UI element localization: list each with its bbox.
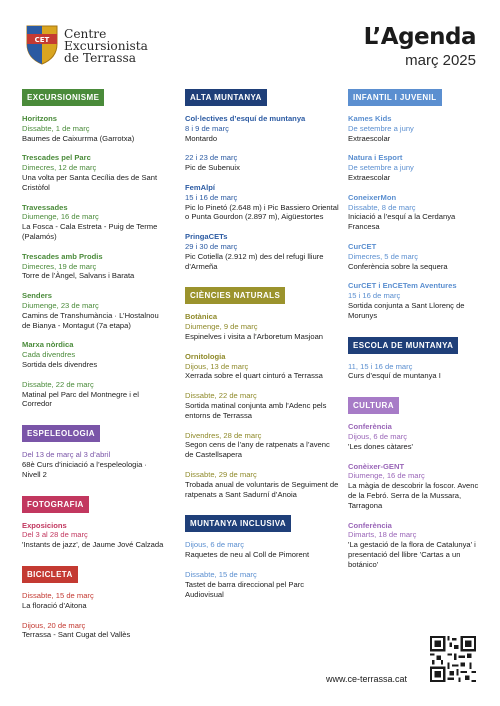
event [185, 232, 340, 271]
event-title: Exposicions [22, 520, 67, 530]
category-label: CULTURA [348, 397, 399, 414]
cet-logo-icon [24, 22, 60, 66]
category-label: EXCURSIONISME [22, 89, 104, 106]
event-desc: Xerrada sobre el quart cinturó a Terrassa [185, 371, 323, 381]
event-desc: 'Instants de jazz', de Jaume Jové Calzada [22, 540, 164, 550]
event-title: Col·lectives d’esquí de muntanya [185, 114, 306, 123]
event [185, 153, 340, 173]
org-line: de Terrassa [64, 51, 136, 65]
event-title: Kames Kids [348, 114, 392, 123]
section-espeleologia [22, 423, 167, 479]
category-label: ALTA MUNTANYA [185, 89, 267, 106]
event-date: 22 i 23 de març [185, 153, 238, 163]
event [185, 352, 340, 381]
event-desc: Matinal pel Parc del Montnegre i el Corredor [22, 389, 139, 409]
event [22, 114, 167, 143]
event-date: Dimecres, 12 de març [22, 163, 97, 173]
event-title: Marxa nòrdica [22, 340, 74, 350]
event [22, 291, 167, 330]
event-date: De setembre a juny [348, 123, 414, 133]
category-label: INFANTIL I JUVENIL [348, 89, 442, 106]
event-date: Dijous, 20 de març [22, 620, 86, 630]
event-date: Diumenge, 16 de març [22, 212, 99, 222]
event-date: 15 i 16 de març [348, 291, 401, 301]
event-title: Travessades [22, 202, 68, 212]
category-label: MUNTANYA INCLUSIVA [185, 515, 291, 532]
event-date: 8 i 9 de març [185, 123, 229, 133]
event-desc: 68è Curs d’iniciació a l’espeleologia · Nivell 2 [22, 459, 147, 479]
event-title: CurCET i EnCETem Aventures [348, 281, 457, 291]
event-date: Diumenge, 23 de març [22, 300, 99, 310]
event-date: Dijous, 13 de març [185, 361, 249, 371]
event [185, 570, 340, 599]
column-middle [185, 87, 340, 613]
event [185, 183, 340, 222]
org-line: Centre [64, 27, 107, 41]
event-desc: Tastet de barra direccional pel Parc Audiovisual [185, 579, 305, 599]
website-link[interactable]: www.ce-terrassa.cat [326, 674, 408, 684]
event-desc: Iniciació a l’esquí a la Cerdanya Francesa [348, 212, 456, 232]
event [185, 391, 340, 420]
event [22, 450, 167, 479]
event-title: Ornitologia [185, 351, 226, 361]
event [348, 281, 488, 320]
event [22, 340, 167, 369]
column-right [348, 87, 488, 584]
event-desc: Trobada anual de voluntaris de Seguiment de ratpenats a Sant Sadurní d’Anoia [185, 479, 339, 499]
event-title: Trescades pel Parc [22, 153, 91, 163]
event-desc: Baumes de Caixurrma (Garrotxa) [22, 133, 135, 143]
section-fotografia [22, 494, 167, 550]
event-desc: Sortida matinal conjunta amb l’Adenc pels entorns de Terrassa [185, 400, 327, 420]
event-desc: Curs d’esquí de muntanya I [348, 371, 441, 381]
event [22, 591, 167, 611]
event [22, 380, 167, 409]
organization-name [64, 28, 148, 64]
event-date: 29 i 30 de març [185, 241, 238, 251]
event-date: Dissabte, 22 de març [22, 379, 94, 389]
category-label: CIÈNCIES NATURALS [185, 287, 285, 304]
section-bicicleta [22, 564, 167, 640]
event-desc: Conferència sobre la sequera [348, 261, 448, 271]
event-title: Horitzons [22, 114, 58, 123]
event-date: Dimecres, 19 de març [22, 261, 97, 271]
category-label: ESCOLA DE MUNTANYA [348, 337, 458, 354]
event-date: Del 13 de març al 3 d’abril [22, 450, 111, 460]
column-left [22, 87, 167, 654]
event-date: Diumenge, 16 de març [348, 471, 425, 481]
qr-code-icon[interactable] [430, 636, 476, 682]
event-desc: Sortida dels divendres [22, 359, 98, 369]
event-desc: La màgia de descobrir la foscor. Avenc de la Febró. Serra de la Mussara, Tarragona [348, 481, 479, 510]
logo-text: CET [34, 36, 50, 44]
event-date: Cada divendres [22, 350, 76, 360]
event-date: Dissabte, 15 de març [22, 590, 94, 600]
event-title: CurCET [348, 241, 377, 251]
event-desc: Espinelves i visita a l’Arboretum Masjoan [185, 331, 324, 341]
event [185, 312, 340, 341]
event [348, 521, 488, 570]
event [348, 193, 488, 232]
agenda-month: març 2025 [405, 52, 476, 69]
event-desc: 'Les dones càtares' [348, 441, 413, 451]
event-date: Divendres, 28 de març [185, 430, 262, 440]
event-desc: Terrassa - Sant Cugat del Vallès [22, 630, 131, 640]
category-label: BICICLETA [22, 566, 78, 583]
event-title: ConeixerMon [348, 192, 397, 202]
event-title: Natura i Esport [348, 153, 403, 163]
event-title: Senders [22, 291, 52, 301]
agenda-title: L’Agenda [363, 24, 476, 50]
section-excursionisme [22, 87, 167, 409]
event-desc: Pic de Subenuix [185, 163, 240, 173]
section-cultura [348, 395, 488, 569]
event [22, 203, 167, 242]
event [185, 470, 340, 499]
event [185, 114, 340, 143]
category-label: FOTOGRAFIA [22, 496, 89, 513]
event [22, 521, 167, 550]
event [185, 540, 340, 560]
event [22, 153, 167, 192]
event-desc: Pic lo Pinetó (2.648 m) i Pic Bassiero Oriental o Punta Gourdon (2.897 m), Aigüestortes [185, 202, 339, 222]
section-infantil-juvenil [348, 87, 488, 321]
section-alta-muntanya [185, 87, 340, 271]
org-line: Excursionista [64, 39, 148, 53]
section-ciencies-naturals [185, 285, 340, 499]
event-desc: 'La gestació de la flora de Catalunya' i presentació del llibre 'Cartas a un botánico' [348, 540, 476, 569]
event-desc: Raquetes de neu al Coll de Pimorent [185, 550, 310, 560]
event [348, 362, 488, 382]
event-desc: Extraescolar [348, 133, 391, 143]
section-muntanya-inclusiva [185, 513, 340, 599]
event-title: Botànica [185, 312, 218, 322]
event-title: Conèixer-GENT [348, 461, 405, 471]
event-desc: Pic Cotiella (2.912 m) des del refugi lliure d’Armeña [185, 251, 324, 271]
event-date: Dijous, 6 de març [185, 540, 245, 550]
event-desc: Camins de Transhumància · L’Hostalnou de Bianya - Montagut (7a etapa) [22, 310, 159, 330]
event-date: Dimarts, 18 de març [348, 530, 417, 540]
event-date: Dimecres, 5 de març [348, 251, 419, 261]
event-date: 15 i 16 de març [185, 192, 238, 202]
event [348, 114, 488, 143]
event [22, 621, 167, 641]
event-desc: Montardo [185, 133, 218, 143]
event-date: Dissabte, 15 de març [185, 569, 257, 579]
event-desc: Torre de l’Àngel, Salvans i Barata [22, 271, 135, 281]
event-desc: Una volta per Santa Cecília des de Sant Cristòfol [22, 172, 158, 192]
event-date: Dissabte, 29 de març [185, 469, 257, 479]
event [348, 153, 488, 182]
event [185, 431, 340, 460]
event-title: Conferència [348, 422, 392, 432]
event-title: Trescades amb Prodis [22, 251, 103, 261]
event-date: Dissabte, 22 de març [185, 391, 257, 401]
event-date: Del 3 al 28 de març [22, 530, 88, 540]
section-escola-muntanya [348, 335, 488, 382]
category-label: ESPELEOLOGIA [22, 425, 100, 442]
event-date: Diumenge, 9 de març [185, 322, 258, 332]
event-title: FemAlpí [185, 182, 215, 192]
event-desc: Sortida conjunta a Sant Llorenç de Morunys [348, 300, 465, 320]
event [348, 462, 488, 511]
event [348, 242, 488, 271]
event-date: Dissabte, 1 de març [22, 123, 90, 133]
event-date: De setembre a juny [348, 163, 414, 173]
event [348, 422, 488, 451]
event-title: PringaCETs [185, 232, 228, 242]
event-desc: Segon cens de l’any de ratpenats a l’avenc de Castellsapera [185, 440, 330, 460]
event-title: Conferència [348, 520, 392, 530]
event-date: Dissabte, 8 de març [348, 202, 416, 212]
event-date: Dijous, 6 de març [348, 431, 408, 441]
event-desc: Extraescolar [348, 172, 391, 182]
event-date: 11, 15 i 16 de març [348, 361, 413, 371]
event-desc: La floració d’Aitona [22, 600, 87, 610]
event [22, 252, 167, 281]
event-desc: La Fosca - Cala Estreta - Puig de Terme (Palamós) [22, 222, 158, 241]
header [0, 0, 500, 80]
